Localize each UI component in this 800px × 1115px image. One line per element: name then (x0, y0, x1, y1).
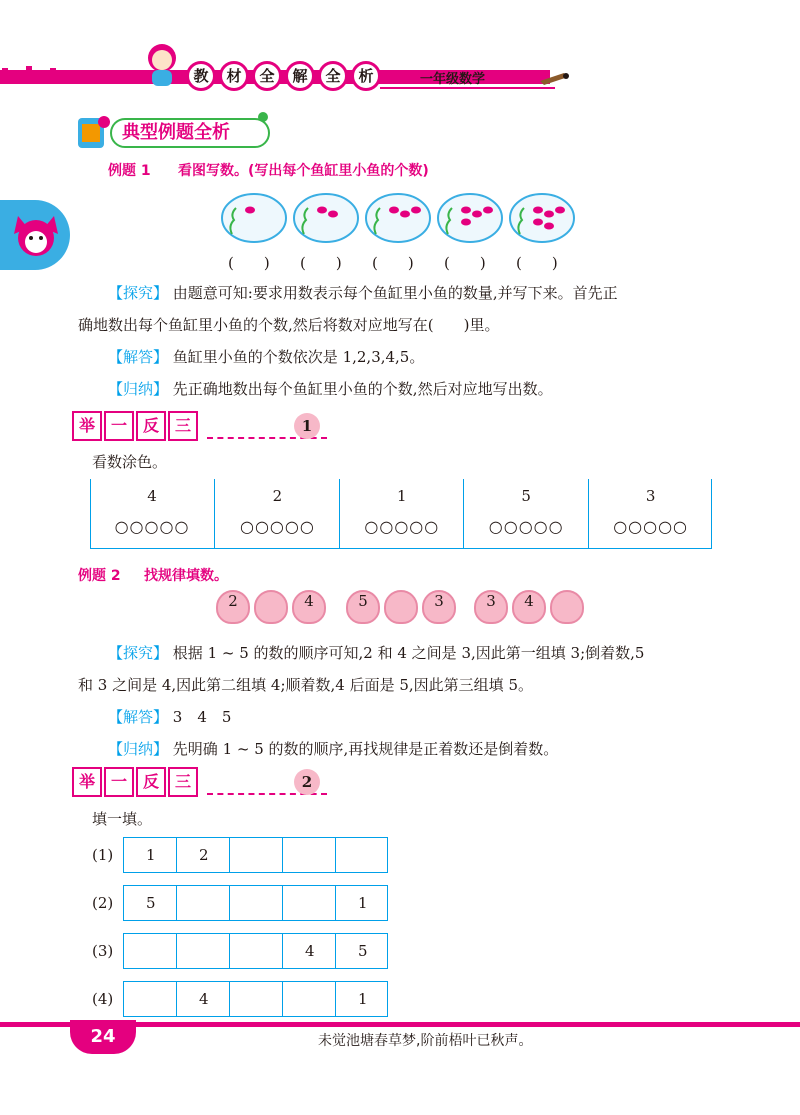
fish-icon (544, 211, 554, 218)
heading-char-ju: 举 (72, 411, 102, 441)
footer-motto: 未觉池塘春草梦,阶前梧叶已秋声。 (318, 1033, 533, 1049)
header-girl-icon (140, 40, 184, 90)
explore2-text1: 根据 1 ~ 5 的数的顺序可知,2 和 4 之间是 3,因此第一组填 3;倒着数,5 (172, 644, 645, 662)
fill-cell: 1 (123, 837, 176, 873)
answer-blank[interactable]: ( ) (228, 254, 270, 272)
explore1-line2: 确地数出每个鱼缸里小鱼的个数,然后将数对应地写在( )里。 (78, 316, 500, 334)
heading-char-fan: 反 (136, 767, 166, 797)
fishbowl (290, 190, 362, 246)
practice2-instruction: 填一填。 (92, 810, 153, 828)
fishbowl (506, 190, 578, 246)
fill-row-label: (3) (92, 942, 114, 960)
peach: 4 (512, 590, 546, 624)
explore1-tag: 【探究】 (108, 284, 169, 302)
header-rule (380, 87, 555, 89)
fish-icon (544, 223, 554, 230)
answer1 (108, 341, 424, 373)
peach[interactable] (254, 590, 288, 624)
summary2-text: 先明确 1 ~ 5 的数的顺序,再找规律是正着数还是倒着数。 (172, 740, 559, 758)
explore1-line1 (108, 277, 728, 309)
side-tab (0, 200, 70, 270)
fish-icon (245, 207, 255, 214)
fishbowl (362, 190, 434, 246)
color-cell-circles[interactable]: ○○○○○ (488, 517, 564, 536)
color-cell (463, 479, 588, 548)
color-cell-circles[interactable]: ○○○○○ (364, 517, 440, 536)
fill-cell[interactable] (282, 837, 335, 873)
fish-icon (483, 207, 493, 214)
example1-prompt: 看图写数。(写出每个鱼缸里小鱼的个数) (178, 163, 429, 179)
header-title-char: 解 (285, 61, 315, 91)
color-table (90, 479, 712, 549)
peach: 2 (216, 590, 250, 624)
color-cell-number: 5 (521, 487, 531, 505)
header-title-char: 全 (252, 61, 282, 91)
practice1-instruction: 看数涂色。 (92, 453, 168, 471)
fill-cell: 1 (335, 885, 388, 921)
color-cell (214, 479, 339, 548)
color-cell (588, 479, 713, 548)
answer2-text: 3 4 5 (172, 708, 232, 726)
fill-cell[interactable] (282, 981, 335, 1017)
section-title: 典型例题全析 (110, 118, 270, 148)
fill-cell[interactable] (123, 981, 176, 1017)
color-cell-circles[interactable]: ○○○○○ (613, 517, 688, 536)
answer-blank[interactable]: ( ) (444, 254, 486, 272)
fill-cell: 5 (123, 885, 176, 921)
fill-cell: 1 (335, 981, 388, 1017)
answer1-tag: 【解答】 (108, 348, 169, 366)
peach: 4 (292, 590, 326, 624)
fish-icon (472, 211, 482, 218)
fill-cell: 2 (176, 837, 229, 873)
heading-char-san: 三 (168, 411, 198, 441)
summary1-text: 先正确地数出每个鱼缸里小鱼的个数,然后对应地写出数。 (172, 380, 553, 398)
peach: 5 (346, 590, 380, 624)
pen-icon (540, 70, 570, 84)
fill-cell[interactable] (282, 885, 335, 921)
fish-icon (533, 207, 543, 214)
explore2-line1 (108, 637, 728, 669)
fishbowl (434, 190, 506, 246)
answer-blank[interactable]: ( ) (516, 254, 558, 272)
fill-cell: 5 (335, 933, 388, 969)
color-cell-number: 2 (272, 487, 283, 505)
fish-icon (411, 207, 421, 214)
header-title-char: 材 (219, 61, 249, 91)
color-cell (90, 479, 214, 548)
practice1-number: 1 (294, 413, 320, 439)
fill-cell[interactable] (229, 885, 282, 921)
answer1-text: 鱼缸里小鱼的个数依次是 1,2,3,4,5。 (172, 348, 425, 366)
fish-icon (389, 207, 399, 214)
header-title-char: 教 (186, 61, 216, 91)
fill-cell[interactable] (176, 933, 229, 969)
color-cell (339, 479, 464, 548)
heading-char-fan: 反 (136, 411, 166, 441)
color-table-bottom-rule (90, 548, 712, 549)
fill-cell[interactable] (229, 981, 282, 1017)
color-cell-number: 1 (397, 487, 407, 505)
explore1-text1: 由题意可知:要求用数表示每个鱼缸里小鱼的数量,并写下来。首先正 (172, 284, 618, 302)
fishbowl (218, 190, 290, 246)
fill-cell: 4 (176, 981, 229, 1017)
section-icon (74, 112, 110, 152)
color-cell-circles[interactable]: ○○○○○ (114, 517, 190, 536)
peach: 3 (474, 590, 508, 624)
page-number-tab (70, 1020, 136, 1054)
example2-label: 例题 2 (78, 568, 121, 584)
practice1-heading (72, 411, 313, 443)
answer2-tag: 【解答】 (108, 708, 169, 726)
fill-cell[interactable] (123, 933, 176, 969)
fill-cell: 4 (282, 933, 335, 969)
fill-row-label: (1) (92, 846, 114, 864)
page-number: 24 (90, 1026, 116, 1047)
peach: 3 (422, 590, 456, 624)
header-title-char: 全 (318, 61, 348, 91)
practice2-heading (72, 767, 313, 799)
heading-char-san: 三 (168, 767, 198, 797)
fish-icon (555, 207, 565, 214)
fox-mascot-icon (6, 206, 66, 266)
peach[interactable] (550, 590, 584, 624)
fish-icon (461, 219, 471, 226)
example2-prompt: 找规律填数。 (144, 568, 228, 584)
fish-icon (317, 207, 327, 214)
answer-blank[interactable]: ( ) (300, 254, 342, 272)
fish-icon (328, 211, 338, 218)
summary1-tag: 【归纳】 (108, 380, 169, 398)
heading-char-yi: 一 (104, 411, 134, 441)
color-cell-number: 3 (645, 487, 656, 505)
summary2 (108, 733, 558, 765)
fill-cell[interactable] (229, 933, 282, 969)
fill-cell[interactable] (176, 885, 229, 921)
fill-cell[interactable] (229, 837, 282, 873)
header-subtitle: 一年级数学 (420, 72, 486, 87)
fill-cell[interactable] (335, 837, 388, 873)
practice2-number: 2 (294, 769, 320, 795)
fill-row-label: (2) (92, 894, 114, 912)
fish-icon (533, 219, 543, 226)
header-title-char: 析 (351, 61, 381, 91)
heading-char-yi: 一 (104, 767, 134, 797)
explore2-tag: 【探究】 (108, 644, 169, 662)
peach[interactable] (384, 590, 418, 624)
summary2-tag: 【归纳】 (108, 740, 169, 758)
answer-blank[interactable]: ( ) (372, 254, 414, 272)
fill-row-label: (4) (92, 990, 114, 1008)
color-cell-number: 4 (147, 487, 157, 505)
fish-icon (461, 207, 471, 214)
explore2-line2: 和 3 之间是 4,因此第二组填 4;顺着数,4 后面是 5,因此第三组填 5。 (78, 676, 533, 694)
example1-label: 例题 1 (108, 163, 151, 179)
heading-char-ju: 举 (72, 767, 102, 797)
section-title-dot (258, 112, 268, 122)
color-cell-circles[interactable]: ○○○○○ (239, 517, 315, 536)
answer2 (108, 701, 231, 733)
fish-icon (400, 211, 410, 218)
summary1 (108, 373, 553, 405)
